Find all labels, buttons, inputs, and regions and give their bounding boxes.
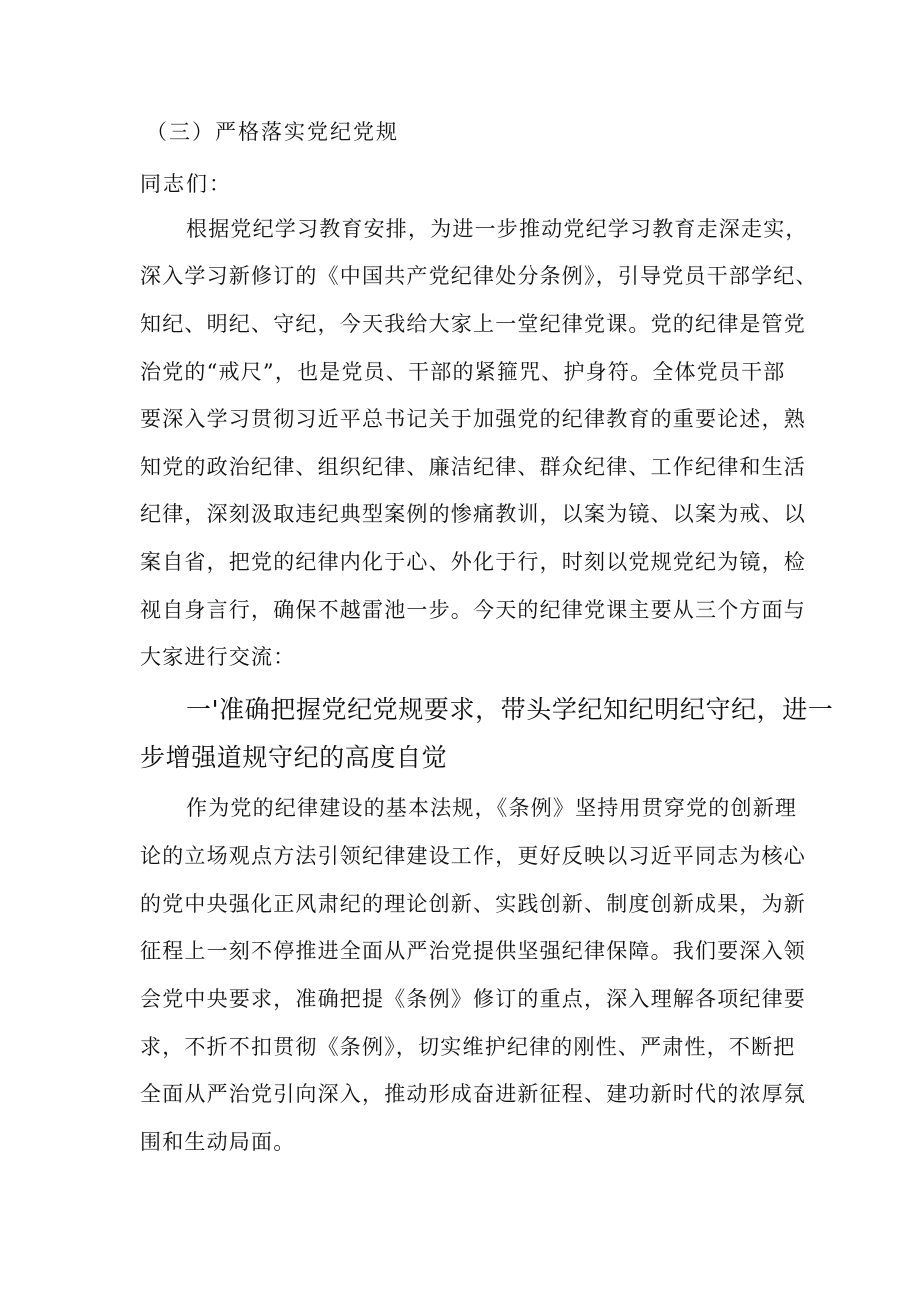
intro-line: 深入学习新修订的《中国共产党纪律处分条例》，引导党员干部学纪、 — [140, 264, 818, 288]
intro-line: 知纪、明纪、守纪，今天我给大家上一堂纪律党课。党的纪律是管党 — [140, 312, 806, 336]
body-line: 求，不折不扣贯彻《条例》，切实维护纪律的刚性、严肃性，不断把 — [140, 1035, 796, 1059]
body-line: 围和生动局面。 — [140, 1130, 296, 1154]
body-line: 的党中央强化正风肃纪的理论创新、实践创新、制度创新成果，为新 — [140, 892, 806, 916]
salutation: 同志们： — [140, 172, 232, 196]
intro-line: 案自省，把党的纪律内化于心、外化于行，时刻以党规党纪为镜，检 — [140, 550, 806, 574]
body-line: 全面从严治党引向深入，推动形成奋进新征程、建功新时代的浓厚氛 — [140, 1082, 806, 1106]
body-line: 会党中央要求，准确把提《条例》修订的重点，深入理解各项纪律要 — [140, 987, 806, 1011]
intro-line: 大家进行交流： — [140, 645, 296, 669]
sub-heading: （三）严格落实党纪党规 — [146, 120, 399, 144]
body-line: 论的立场观点方法引领纪律建设工作，更好反映以习近平同志为核心 — [140, 844, 806, 868]
intro-line: 治党的“戒尺”，也是党员、干部的紧箍咒、护身符。全体党员干部 — [140, 360, 786, 384]
section-heading-line: 步增强道规守纪的高度自觉 — [140, 743, 448, 772]
body-line: 征程上一刻不停推进全面从严治党提供坚强纪律保障。我们要深入领 — [140, 939, 806, 963]
intro-line: 视自身言行，确保不越雷池一步。今天的纪律党课主要从三个方面与 — [140, 598, 806, 622]
section-heading-line: 一'准确把握党纪党规要求，带头学纪知纪明纪守纪，进一 — [186, 695, 834, 724]
intro-line: 知党的政治纪律、组织纪律、廉洁纪律、群众纪律、工作纪律和生活 — [140, 455, 806, 479]
intro-line: 根据党纪学习教育安排，为进一步推动党纪学习教育走深走实， — [186, 217, 808, 241]
body-line: 作为党的纪律建设的基本法规，《条例》坚持用贯穿党的创新理 — [186, 796, 798, 820]
intro-line: 要深入学习贯彻习近平总书记关于加强党的纪律教育的重要论述，熟 — [140, 407, 806, 431]
intro-line: 纪律，深刻汲取违纪典型案例的惨痛教训，以案为镜、以案为戒、以 — [140, 502, 806, 526]
